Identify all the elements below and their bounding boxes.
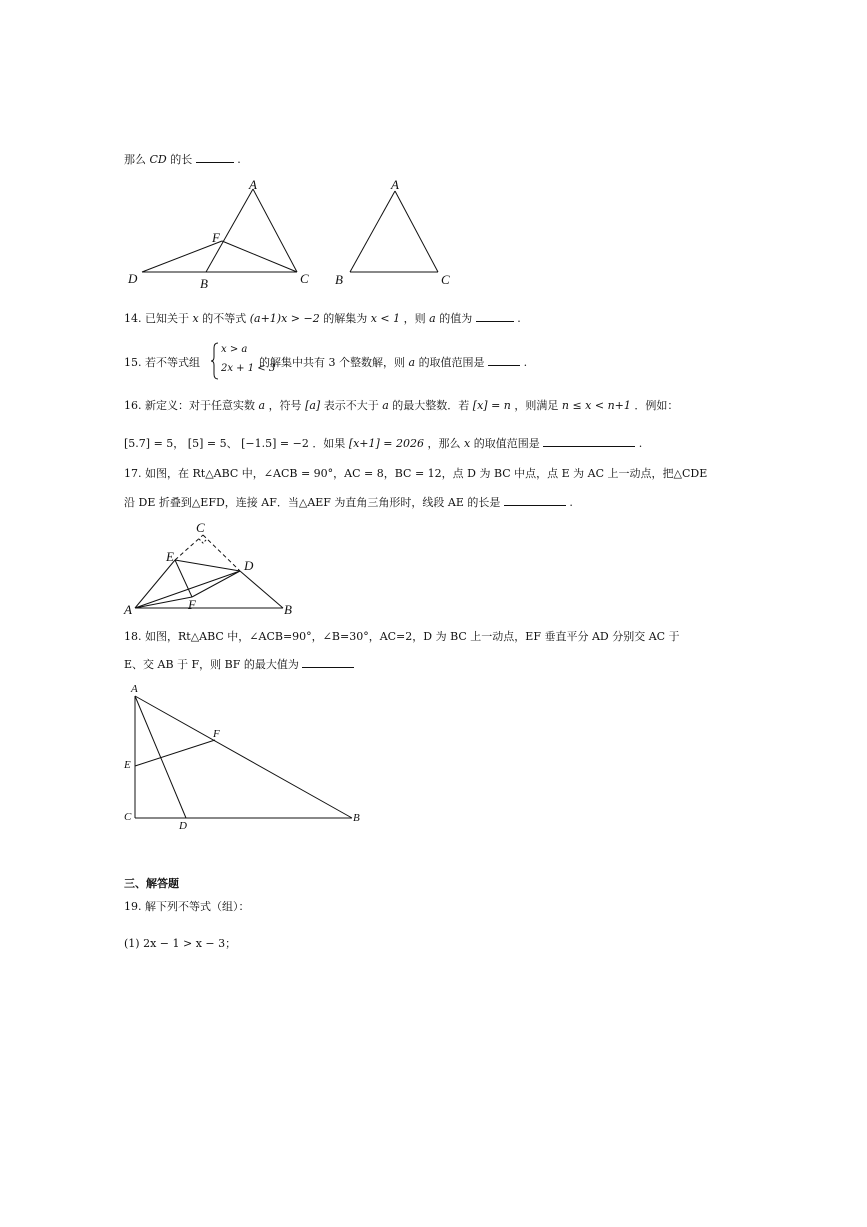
label-a: A (391, 177, 399, 192)
q16-text: ．如果 (312, 437, 346, 450)
q15-end: . (523, 356, 528, 369)
q17-line1 (124, 466, 707, 482)
q18-text: 如图，Rt△ABC 中，∠ACB=90°，∠B=30°，AC=2，D 为 BC 上一动点，EF 垂直平分 AD 分别交 AC 于 (145, 630, 680, 643)
label-d: D (179, 820, 187, 832)
q14-text: 已知关于 (145, 312, 189, 325)
label-f: F (188, 597, 196, 612)
q16-floor-symbol: [a] (305, 399, 321, 412)
q13-figure-left (120, 175, 320, 290)
q13-text-after: 的长 (170, 153, 193, 166)
label-a: A (249, 177, 257, 192)
label-e: E (166, 549, 174, 564)
label-c: C (196, 520, 205, 535)
q16-end: . (638, 437, 643, 450)
q14-text: 的值为 (439, 312, 473, 325)
q16-sep: ， (173, 437, 185, 450)
label-c: C (124, 811, 132, 823)
label-d: D (244, 558, 254, 573)
q18-answer-blank[interactable] (302, 656, 354, 668)
label-a: A (124, 602, 132, 617)
q14-text: 的解集为 (323, 312, 368, 325)
q14-text: ，则 (403, 312, 426, 325)
q14-answer-blank[interactable] (476, 310, 514, 322)
q15-inequality-system (210, 342, 276, 380)
q13-text-before: 那么 (124, 153, 146, 166)
q16-var-a: a (382, 399, 389, 412)
q16-condition: [x] = n (472, 399, 511, 412)
q15-text: 的取值范围是 (418, 356, 485, 369)
q16-text: 新定义：对于任意实数 (145, 399, 255, 412)
q14-line (124, 310, 521, 327)
q18-line2 (124, 656, 354, 673)
q18-text: E、交 AB 于 F，则 BF 的最大值为 (124, 658, 299, 671)
q15-answer-blank[interactable] (488, 354, 520, 366)
q16-sep: 、 (226, 437, 238, 450)
q18-figure (118, 678, 368, 836)
label-f: F (213, 728, 220, 740)
q14-number: 14. (124, 312, 142, 325)
q17-line2 (124, 494, 573, 511)
q13-end: . (237, 153, 241, 166)
q19-text: 解下列不等式（组）： (145, 900, 250, 913)
q16-example-1: [5.7] = 5 (124, 437, 174, 450)
segment-ac (253, 189, 297, 272)
q14-var-a: a (429, 312, 436, 325)
label-d: D (128, 271, 138, 286)
q13-answer-blank[interactable] (196, 151, 234, 163)
q17-answer-blank[interactable] (504, 494, 566, 506)
segment-df (142, 241, 222, 272)
q13-figure-right (330, 175, 460, 290)
q16-text: 的最大整数．若 (392, 399, 470, 412)
q13-var: CD (149, 153, 167, 166)
q16-line1 (124, 398, 678, 414)
q16-var-a: a (258, 399, 266, 412)
q14-solution: x < 1 (370, 312, 401, 325)
q16-example-3: [−1.5] = −2 (241, 437, 309, 450)
label-b: B (284, 602, 292, 617)
q14-text: 的不等式 (202, 312, 247, 325)
q19-part1-text: (1) 2x − 1 > x − 3； (124, 937, 237, 950)
q18-line1 (124, 629, 680, 645)
q16-text: ．例如： (634, 399, 679, 412)
label-a: A (131, 683, 138, 695)
label-f: F (212, 230, 220, 245)
q14-end: . (517, 312, 521, 325)
q14-inequality: (a+1)x > −2 (249, 312, 320, 325)
q16-number: 16. (124, 399, 142, 412)
q17-number: 17. (124, 467, 142, 480)
q16-equation: [x+1] = 2026 (348, 437, 425, 450)
q15-line (124, 354, 527, 371)
q15-system-row2: 2x + 1 < 3 (221, 363, 276, 374)
label-b: B (353, 812, 360, 824)
segment-fc (222, 241, 297, 272)
q16-text: ，则满足 (514, 399, 559, 412)
q16-range: n ≤ x < n+1 (561, 399, 631, 412)
q16-var-x: x (464, 437, 471, 450)
q15-var-a: a (408, 356, 416, 369)
q17-text: 沿 DE 折叠到△EFD，连接 AF．当△AEF 为直角三角形时，线段 AE 的长是 (124, 496, 501, 509)
label-b: B (335, 272, 343, 287)
q15-number: 15. (124, 356, 142, 369)
q17-end: . (569, 496, 573, 509)
label-c: C (441, 272, 450, 287)
q16-example-2: [5] = 5 (187, 437, 227, 450)
q15-text: 若不等式组 (145, 356, 200, 369)
q15-system-row1: x > a (221, 344, 248, 355)
q19-line (124, 899, 250, 915)
label-c: C (300, 271, 309, 286)
q19-number: 19. (124, 900, 142, 913)
q14-var-x: x (192, 312, 199, 325)
label-b: B (200, 276, 208, 291)
q16-answer-blank[interactable] (543, 435, 635, 447)
q16-text: ，符号 (268, 399, 302, 412)
q16-text: 的取值范围是 (473, 437, 540, 450)
q13-line (124, 151, 241, 168)
q17-text: 如图，在 Rt△ABC 中，∠ACB = 90°，AC = 8，BC = 12，点 D 为 BC 中点，点 E 为 AC 上一动点，把△CDE (145, 467, 708, 480)
label-e: E (124, 759, 131, 771)
q17-figure (120, 515, 310, 620)
q18-number: 18. (124, 630, 142, 643)
q19-part1 (124, 936, 236, 952)
q16-line2 (124, 435, 642, 452)
section-title: 三、解答题 (124, 877, 179, 890)
brace-icon (210, 342, 220, 380)
q16-text: ，那么 (427, 437, 461, 450)
q15-text: 的解集中共有 3 个整数解，则 (259, 356, 405, 369)
q16-text: 表示不大于 (323, 399, 379, 412)
